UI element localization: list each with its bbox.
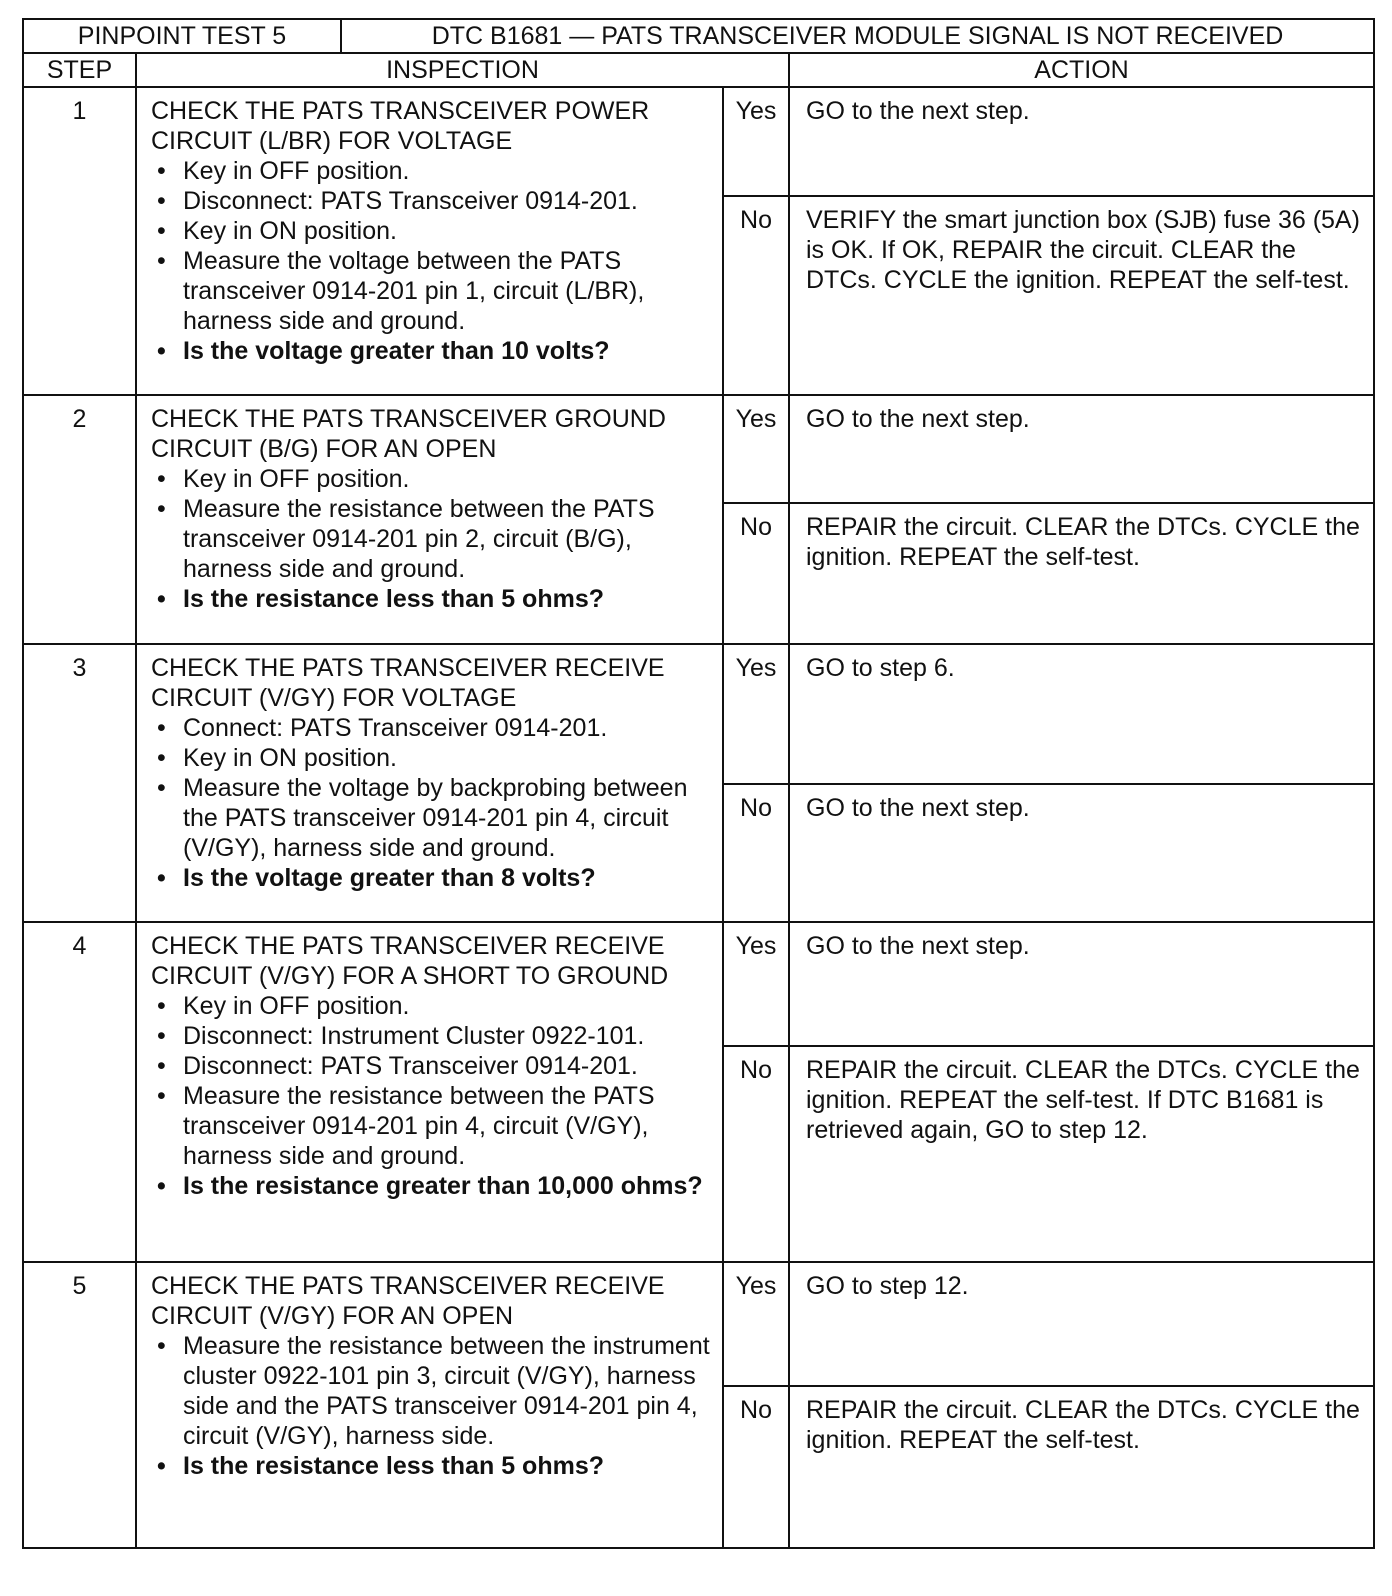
column-header-inspection: INSPECTION bbox=[136, 53, 789, 87]
list-item: • Measure the voltage by backprobing between the PATS transceiver 0914-201 pin 4, circuit (V/GY), harness side and ground. bbox=[151, 773, 712, 863]
test-title: DTC B1681 — PATS TRANSCEIVER MODULE SIGNAL IS NOT RECEIVED bbox=[341, 19, 1374, 53]
list-item: • Measure the resistance between the PATS transceiver 0914-201 pin 4, circuit (V/GY), harness side and ground. bbox=[151, 1081, 712, 1171]
no-label: No bbox=[723, 784, 789, 922]
inspection-list bbox=[151, 156, 712, 366]
yes-action: GO to the next step. bbox=[789, 395, 1374, 503]
no-label: No bbox=[723, 503, 789, 644]
column-header-step: STEP bbox=[23, 53, 136, 87]
inspection-title: CHECK THE PATS TRANSCEIVER RECEIVE CIRCUIT (V/GY) FOR VOLTAGE bbox=[151, 654, 665, 712]
step-number: 3 bbox=[23, 644, 136, 922]
step-number: 1 bbox=[23, 87, 136, 395]
list-item: • Key in OFF position. bbox=[151, 991, 712, 1021]
inspection-question: • Is the voltage greater than 8 volts? bbox=[151, 863, 712, 893]
yes-label: Yes bbox=[723, 87, 789, 196]
no-action: REPAIR the circuit. CLEAR the DTCs. CYCLE the ignition. REPEAT the self-test. bbox=[789, 1386, 1374, 1548]
inspection-title: CHECK THE PATS TRANSCEIVER GROUND CIRCUIT (B/G) FOR AN OPEN bbox=[151, 405, 666, 463]
list-item: • Disconnect: PATS Transceiver 0914-201. bbox=[151, 186, 712, 216]
inspection-list bbox=[151, 464, 712, 614]
step-row bbox=[23, 87, 1374, 196]
test-label: PINPOINT TEST 5 bbox=[23, 19, 341, 53]
step-number: 2 bbox=[23, 395, 136, 644]
inspection-cell bbox=[136, 1262, 723, 1548]
inspection-list bbox=[151, 1331, 712, 1481]
step-row bbox=[23, 395, 1374, 503]
step-number: 5 bbox=[23, 1262, 136, 1548]
step-row bbox=[23, 1262, 1374, 1386]
inspection-cell bbox=[136, 395, 723, 644]
list-item: • Key in ON position. bbox=[151, 216, 712, 246]
no-action: GO to the next step. bbox=[789, 784, 1374, 922]
step-row bbox=[23, 922, 1374, 1046]
inspection-cell bbox=[136, 922, 723, 1262]
list-item: • Key in ON position. bbox=[151, 743, 712, 773]
no-label: No bbox=[723, 196, 789, 395]
inspection-question: • Is the resistance less than 5 ohms? bbox=[151, 1451, 712, 1481]
no-action: VERIFY the smart junction box (SJB) fuse 36 (5A) is OK. If OK, REPAIR the circuit. CLEAR the DTCs. CYCLE the ignition. REPEAT the self-test. bbox=[789, 196, 1374, 395]
no-label: No bbox=[723, 1386, 789, 1548]
yes-label: Yes bbox=[723, 395, 789, 503]
inspection-list bbox=[151, 991, 712, 1201]
no-action: REPAIR the circuit. CLEAR the DTCs. CYCLE the ignition. REPEAT the self-test. If DTC B1681 is retrieved again, GO to step 12. bbox=[789, 1046, 1374, 1262]
yes-label: Yes bbox=[723, 922, 789, 1046]
list-item: • Disconnect: Instrument Cluster 0922-101. bbox=[151, 1021, 712, 1051]
column-header-action: ACTION bbox=[789, 53, 1374, 87]
list-item: • Key in OFF position. bbox=[151, 464, 712, 494]
yes-action: GO to step 12. bbox=[789, 1262, 1374, 1386]
step-row bbox=[23, 644, 1374, 784]
inspection-question: • Is the voltage greater than 10 volts? bbox=[151, 336, 712, 366]
list-item: • Connect: PATS Transceiver 0914-201. bbox=[151, 713, 712, 743]
list-item: • Key in OFF position. bbox=[151, 156, 712, 186]
inspection-title: CHECK THE PATS TRANSCEIVER RECEIVE CIRCUIT (V/GY) FOR A SHORT TO GROUND bbox=[151, 932, 669, 990]
list-item: • Measure the resistance between the instrument cluster 0922-101 pin 3, circuit (V/GY), harness side and the PATS transceiver 0914-201 pin 4, circuit (V/GY), harness side. bbox=[151, 1331, 712, 1451]
inspection-title: CHECK THE PATS TRANSCEIVER POWER CIRCUIT (L/BR) FOR VOLTAGE bbox=[151, 97, 650, 155]
inspection-title: CHECK THE PATS TRANSCEIVER RECEIVE CIRCUIT (V/GY) FOR AN OPEN bbox=[151, 1272, 665, 1330]
yes-label: Yes bbox=[723, 644, 789, 784]
list-item: • Disconnect: PATS Transceiver 0914-201. bbox=[151, 1051, 712, 1081]
pinpoint-test-table bbox=[22, 18, 1375, 1549]
no-action: REPAIR the circuit. CLEAR the DTCs. CYCLE the ignition. REPEAT the self-test. bbox=[789, 503, 1374, 644]
inspection-question: • Is the resistance less than 5 ohms? bbox=[151, 584, 712, 614]
inspection-question: • Is the resistance greater than 10,000 ohms? bbox=[151, 1171, 712, 1201]
step-number: 4 bbox=[23, 922, 136, 1262]
yes-action: GO to step 6. bbox=[789, 644, 1374, 784]
inspection-cell bbox=[136, 644, 723, 922]
list-item: • Measure the resistance between the PATS transceiver 0914-201 pin 2, circuit (B/G), harness side and ground. bbox=[151, 494, 712, 584]
list-item: • Measure the voltage between the PATS transceiver 0914-201 pin 1, circuit (L/BR), harness side and ground. bbox=[151, 246, 712, 336]
inspection-list bbox=[151, 713, 712, 893]
yes-action: GO to the next step. bbox=[789, 922, 1374, 1046]
yes-action: GO to the next step. bbox=[789, 87, 1374, 196]
no-label: No bbox=[723, 1046, 789, 1262]
yes-label: Yes bbox=[723, 1262, 789, 1386]
inspection-cell bbox=[136, 87, 723, 395]
